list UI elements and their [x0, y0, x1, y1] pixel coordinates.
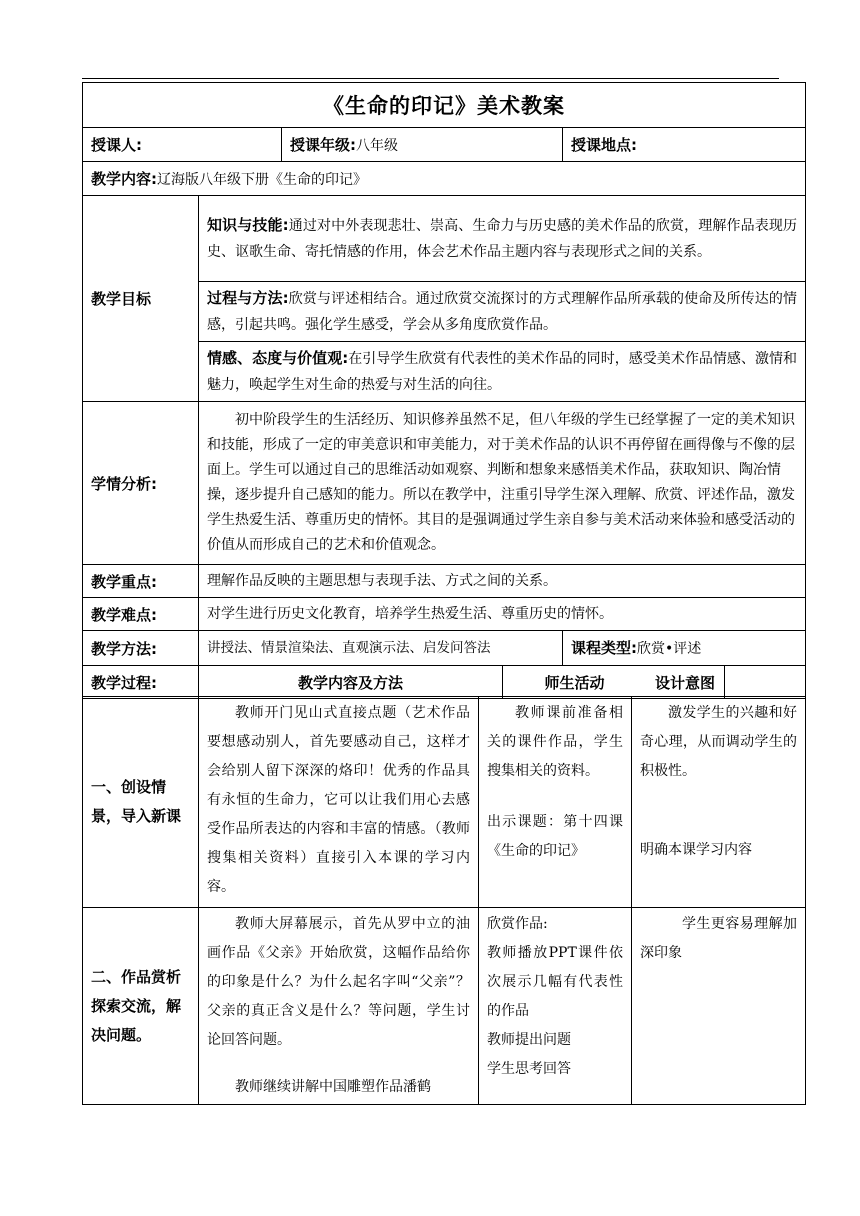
goal-process — [199, 282, 806, 342]
stage-1-intent — [632, 697, 806, 908]
stage-2-activity-line: 欣赏作品: — [487, 916, 548, 932]
stage-1-name: 一、创设情景，导入新课 — [83, 697, 199, 908]
difficulty-label: 教学难点: — [83, 598, 199, 631]
course-type-cell — [563, 631, 806, 666]
grade-label: 授课年级: — [290, 136, 356, 154]
document-title: 《生命的印记》美术教案 — [83, 83, 806, 128]
stage-2-intent — [632, 908, 806, 1105]
methods-text: 讲授法、情景渲染法、直观演示法、启发问答法 — [199, 631, 563, 666]
stage-1-intent-2: 明确本课学习内容 — [640, 842, 752, 858]
stage-2-activity-line: 教师播放PPT课件依次展示几幅有代表性的作品 — [487, 945, 623, 1019]
course-type-label: 课程类型: — [571, 638, 637, 657]
goals-label: 教学目标 — [83, 196, 199, 402]
grade-value: 八年级 — [356, 138, 398, 154]
stage-2-activity — [479, 908, 632, 1105]
goal-knowledge-heading: 知识与技能: — [207, 216, 289, 234]
goal-emotion-text: 在引导学生欣赏有代表性的美术作品的同时，感受美术作品情感、激情和魅力，唤起学生对生命的热爱与对生活的向往。 — [207, 351, 798, 393]
stage-1-content: 教师开门见山式直接点题（艺术作品要想感动别人，首先要感动自己，这样才会给别人留下深深的烙印！优秀的作品具有永恒的生命力，它可以让我们用心去感受作品所表达的内容和丰富的情感。（教师搜集相关资料）直接引入本课的学习内容。 — [199, 697, 479, 908]
difficulty-text: 对学生进行历史文化教育，培养学生热爱生活、尊重历史的情怀。 — [199, 598, 806, 631]
grade-cell — [282, 128, 563, 162]
stage-2-activity-line: 学生思考回答 — [487, 1061, 571, 1077]
lesson-plan-table — [82, 82, 806, 699]
goal-emotion — [199, 342, 806, 402]
col-header-content: 教学内容及方法 — [199, 666, 503, 699]
stage-2-content-1: 教师大屏幕展示，首先从罗中立的油画作品《父亲》开始欣赏，这幅作品给你的印象是什么？为什么起名字叫“父亲”？父亲的真正含义是什么？等问题，学生讨论回答问题。 — [207, 916, 470, 1048]
location-cell — [563, 128, 806, 162]
process-label: 教学过程: — [83, 666, 199, 699]
goal-process-heading: 过程与方法: — [207, 289, 289, 307]
stage-1-intent-1: 激发学生的兴趣和好奇心理，从而调动学生的积极性。 — [640, 705, 797, 779]
methods-label: 教学方法: — [83, 631, 199, 666]
key-point-text: 理解作品反映的主题思想与表现手法、方式之间的关系。 — [199, 565, 806, 598]
stage-2-name: 二、作品赏析探索交流，解决问题。 — [83, 908, 199, 1105]
col-header-intent: 设计意图 — [725, 666, 806, 699]
analysis-text: 初中阶段学生的生活经历、知识修养虽然不足，但八年级的学生已经掌握了一定的美术知识和技能，形成了一定的审美意识和审美能力，对于美术作品的认识不再停留在画得像与不像的层面上。学生可以通过自己的思维活动如观察、判断和想象来感悟美术作品，获取知识、陶冶情操，逐步提升自己感知的能力。所以在教学中，注重引导学生深入理解、欣赏、评述作品，激发学生热爱生活、尊重历史的情怀。其目的是强调通过学生亲自参与美术活动来体验和感受活动的价值从而形成自己的艺术和价值观念。 — [199, 402, 806, 565]
location-label: 授课地点: — [571, 136, 637, 154]
content-row — [83, 162, 806, 196]
key-point-label: 教学重点: — [83, 565, 199, 598]
header-rule — [82, 78, 779, 79]
col-header-activity: 师生活动 — [503, 666, 725, 699]
stage-1-activity-2: 出示课题：第十四课《生命的印记》 — [487, 814, 623, 859]
stage-2-activity-line: 教师提出问题 — [487, 1032, 571, 1048]
process-table — [82, 696, 806, 1105]
stage-2-content-2: 教师继续讲解中国雕塑作品潘鹤 — [235, 1079, 431, 1095]
stage-2-intent-text: 学生更容易理解加深印象 — [640, 916, 797, 961]
goal-process-text: 欣赏与评述相结合。通过欣赏交流探讨的方式理解作品所承载的使命及所传达的情感，引起共鸣。强化学生感受，学会从多角度欣赏作品。 — [207, 291, 797, 333]
content-value: 辽海版八年级下册《生命的印记》 — [157, 172, 367, 188]
stage-1-activity-1: 教师课前准备相关的课件作品，学生搜集相关的资料。 — [487, 705, 623, 779]
analysis-label: 学情分析: — [83, 402, 199, 565]
goal-emotion-heading: 情感、态度与价值观: — [207, 349, 349, 367]
teacher-label: 授课人: — [91, 136, 142, 154]
course-type-value: 欣赏•评述 — [637, 640, 702, 657]
content-label: 教学内容: — [91, 170, 157, 188]
stage-2-content — [199, 908, 479, 1105]
teacher-cell — [83, 128, 282, 162]
stage-1-activity — [479, 697, 632, 908]
goal-knowledge-text: 通过对中外表现悲壮、崇高、生命力与历史感的美术作品的欣赏，理解作品表现历史、讴歌生命、寄托情感的作用，体会艺术作品主题内容与表现形式之间的关系。 — [207, 218, 797, 260]
goal-knowledge — [199, 196, 806, 282]
